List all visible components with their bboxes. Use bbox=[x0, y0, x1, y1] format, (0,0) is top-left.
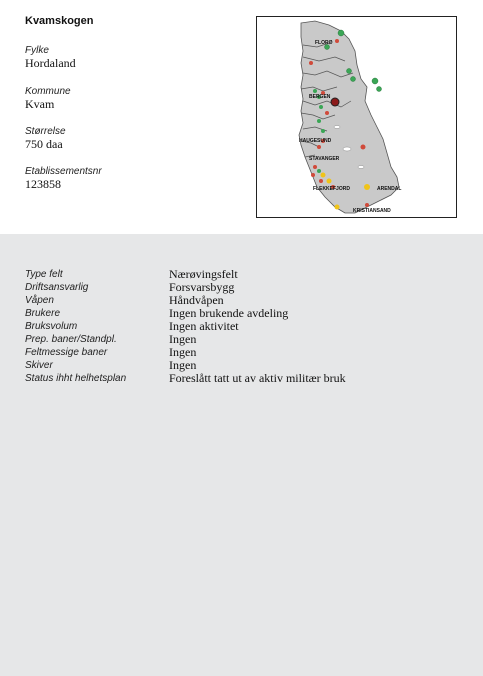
map-marker-green bbox=[313, 89, 317, 93]
property-value: Ingen aktivitet bbox=[169, 319, 239, 333]
field-kommune bbox=[25, 86, 71, 111]
field-label: Størrelse bbox=[25, 126, 66, 137]
map-city-label: FLEKKEFJORD bbox=[313, 186, 350, 192]
property-value: Nærøvingsfelt bbox=[169, 267, 238, 281]
property-value: Forsvarsbygg bbox=[169, 280, 235, 294]
map-city-label: KRISTIANSAND bbox=[353, 208, 391, 214]
map-marker-yellow bbox=[364, 184, 370, 190]
property-row bbox=[25, 333, 465, 346]
property-row bbox=[25, 281, 465, 294]
map-marker-red bbox=[319, 179, 323, 183]
field-value: 123858 bbox=[25, 177, 61, 191]
map-marker-green bbox=[321, 129, 325, 133]
property-label: Skiver bbox=[25, 360, 53, 371]
map-city-label: STAVANGER bbox=[309, 156, 340, 162]
map-city-label: BERGEN bbox=[309, 94, 331, 100]
property-label: Våpen bbox=[25, 295, 54, 306]
map-marker-yellow bbox=[327, 179, 332, 184]
field-value: 750 daa bbox=[25, 137, 63, 151]
map-city-label: ARENDAL bbox=[377, 186, 402, 192]
property-value: Foreslått tatt ut av aktiv militær bruk bbox=[169, 371, 346, 385]
property-value: Ingen bbox=[169, 345, 197, 359]
map-marker-red bbox=[335, 39, 339, 43]
page-title: Kvamskogen bbox=[25, 15, 94, 27]
field-label: Etablissementsnr bbox=[25, 166, 102, 177]
map-marker-yellow bbox=[335, 205, 340, 210]
map-marker-red bbox=[365, 203, 369, 207]
field-value: Hordaland bbox=[25, 56, 76, 70]
property-row bbox=[25, 307, 465, 320]
property-label: Type felt bbox=[25, 269, 63, 280]
property-label: Feltmessige baner bbox=[25, 347, 108, 358]
map-city-label: HAUGESUND bbox=[299, 138, 332, 144]
map-marker-green bbox=[377, 87, 382, 92]
map-marker-current bbox=[331, 98, 339, 106]
map-landmass bbox=[299, 21, 402, 213]
property-label: Prep. baner/Standpl. bbox=[25, 334, 117, 345]
property-value: Ingen bbox=[169, 358, 197, 372]
field-label: Kommune bbox=[25, 86, 71, 97]
field-storrelse bbox=[25, 126, 66, 151]
field-value: Kvam bbox=[25, 97, 55, 111]
location-map bbox=[256, 16, 457, 218]
map-marker-red bbox=[361, 145, 366, 150]
map-marker-red bbox=[311, 173, 315, 177]
property-label: Bruksvolum bbox=[25, 321, 78, 332]
map-marker-red bbox=[313, 165, 317, 169]
property-label: Driftsansvarlig bbox=[25, 282, 89, 293]
property-row bbox=[25, 268, 465, 281]
header-panel bbox=[0, 0, 483, 234]
property-row bbox=[25, 346, 465, 359]
map-marker-red bbox=[317, 145, 321, 149]
property-value: Håndvåpen bbox=[169, 293, 224, 307]
property-row bbox=[25, 320, 465, 333]
property-value: Ingen bbox=[169, 332, 197, 346]
map-marker-green bbox=[317, 169, 321, 173]
map-marker-green bbox=[319, 105, 323, 109]
map-svg bbox=[257, 17, 456, 217]
property-label: Status ihht helhetsplan bbox=[25, 373, 127, 384]
properties-list bbox=[25, 268, 465, 385]
map-marker-yellow bbox=[321, 173, 326, 178]
field-etablissementsnr bbox=[25, 166, 102, 191]
map-marker-red bbox=[309, 61, 313, 65]
map-marker-red bbox=[325, 111, 329, 115]
map-marker-green bbox=[338, 30, 344, 36]
map-marker-green bbox=[317, 119, 321, 123]
map-marker-green bbox=[347, 69, 352, 74]
field-label: Fylke bbox=[25, 45, 49, 56]
field-fylke bbox=[25, 45, 76, 70]
map-marker-green bbox=[351, 77, 356, 82]
map-marker-green bbox=[372, 78, 378, 84]
property-value: Ingen brukende avdeling bbox=[169, 306, 289, 320]
map-city-label: FLORØ bbox=[315, 40, 333, 46]
property-label: Brukere bbox=[25, 308, 61, 319]
property-row bbox=[25, 372, 465, 385]
